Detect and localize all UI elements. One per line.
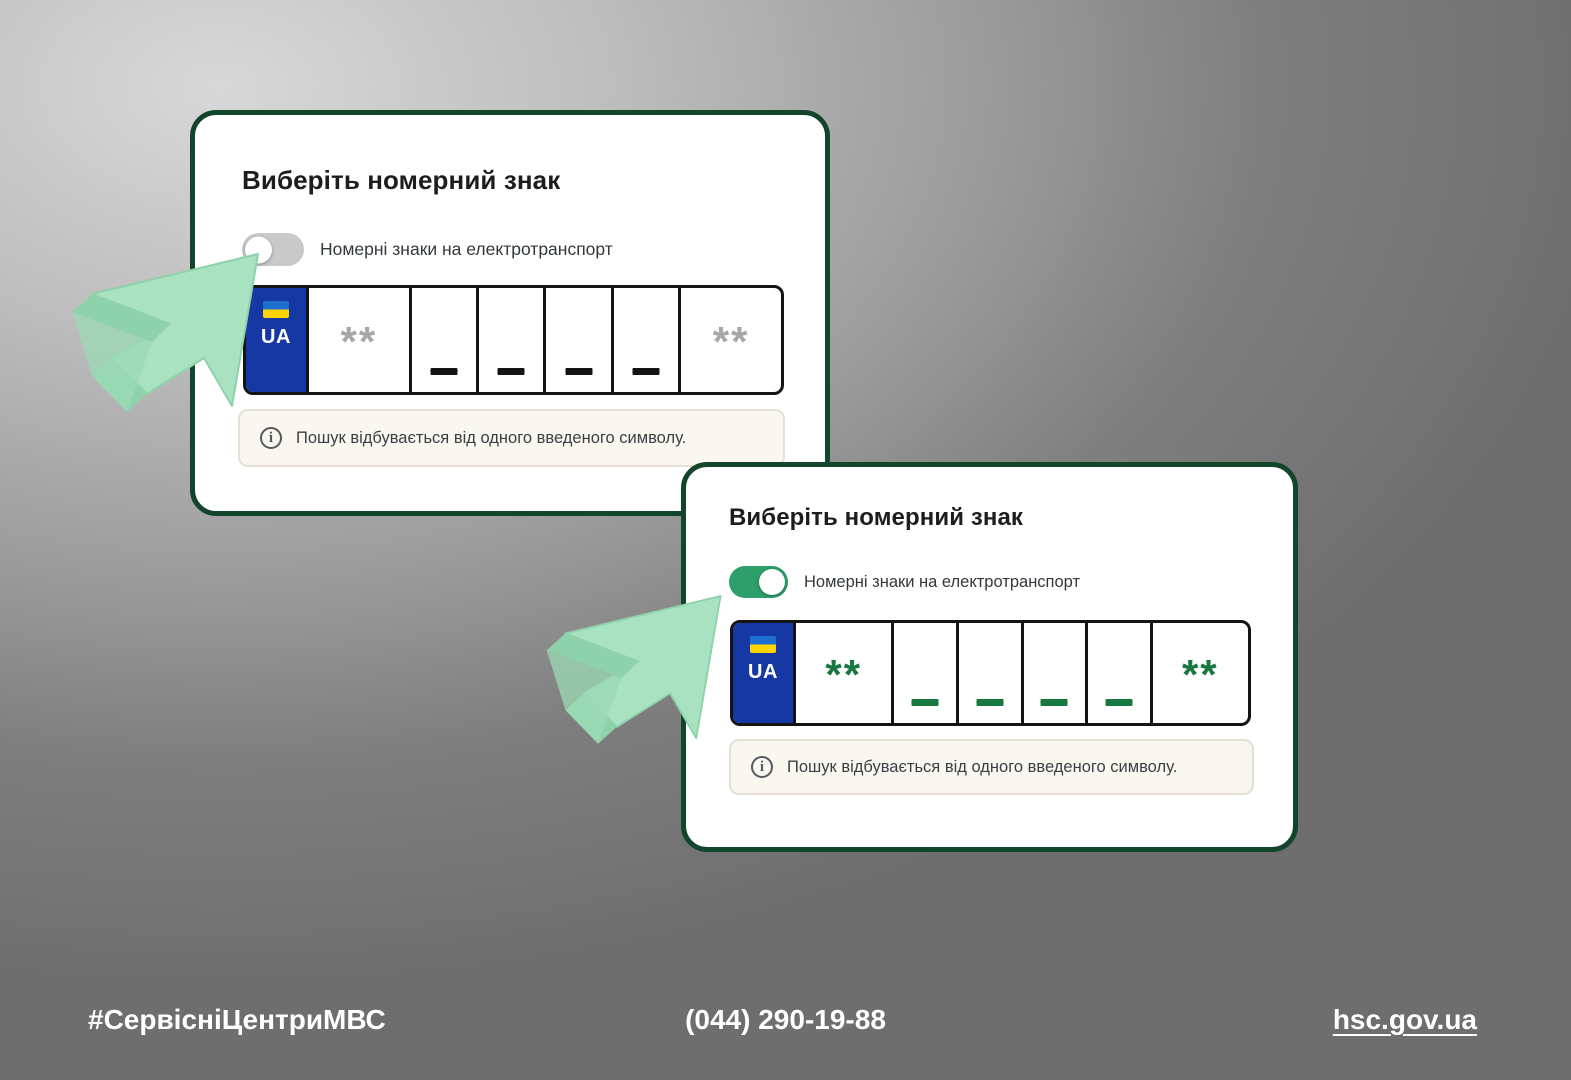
plate-cell-suffix-off[interactable] <box>678 288 781 392</box>
electro-toggle-label-off: Номерні знаки на електротранспорт <box>320 239 613 259</box>
plate-cell-prefix-off[interactable] <box>306 288 409 392</box>
page-title-off: Виберіть номерний знак <box>242 165 561 195</box>
plate-cell-1-off[interactable] <box>409 288 476 392</box>
plate-cell-text: ** <box>1181 651 1219 698</box>
plate-cell-3-off[interactable] <box>543 288 610 392</box>
plate-cell-3-on[interactable] <box>1021 623 1086 723</box>
pointer-cursor-2 <box>528 588 743 753</box>
plate-cell-suffix-on[interactable] <box>1150 623 1248 723</box>
footer-phone: (044) 290-19-88 <box>685 1004 886 1035</box>
plate-cell-1-on[interactable] <box>891 623 956 723</box>
plate-cell-placeholder <box>1041 699 1068 706</box>
page-title-on: Виберіть номерний знак <box>729 504 1024 531</box>
license-plate-input-off[interactable] <box>243 285 784 395</box>
plate-cell-placeholder <box>565 368 592 375</box>
plate-cell-placeholder <box>498 368 525 375</box>
footer <box>0 960 1571 1080</box>
plate-cell-placeholder <box>912 699 939 706</box>
electro-toggle-row-off[interactable] <box>242 233 613 266</box>
search-hint-on <box>729 739 1254 795</box>
info-icon: i <box>751 756 773 778</box>
plate-cell-text: ** <box>340 318 378 365</box>
pointer-cursor-1 <box>52 246 282 421</box>
search-hint-text-on: Пошук відбувається від одного введеного символу. <box>787 757 1178 776</box>
plate-cell-text: ** <box>825 651 863 698</box>
plate-country-code-on: UA <box>748 661 778 683</box>
footer-hashtag: #СервісніЦентриМВС <box>88 1004 386 1035</box>
toggle-knob <box>759 569 785 595</box>
plate-country-code-off: UA <box>261 326 291 348</box>
info-icon: i <box>260 427 282 449</box>
plate-cell-placeholder <box>1105 699 1132 706</box>
search-hint-text-off: Пошук відбувається від одного введеного символу. <box>296 428 687 447</box>
license-plate-input-on[interactable] <box>730 620 1251 726</box>
footer-website-link[interactable]: hsc.gov.ua <box>1332 1004 1477 1035</box>
electro-toggle-row-on[interactable] <box>729 566 1080 598</box>
electro-toggle-label-on: Номерні знаки на електротранспорт <box>804 572 1081 591</box>
ukraine-flag-icon <box>750 636 776 653</box>
search-hint-off <box>238 409 785 467</box>
plate-cell-4-on[interactable] <box>1085 623 1150 723</box>
plate-cell-prefix-on[interactable] <box>793 623 891 723</box>
plate-cell-placeholder <box>976 699 1003 706</box>
plate-cell-placeholder <box>633 368 660 375</box>
plate-cell-placeholder <box>430 368 457 375</box>
plate-cell-text: ** <box>712 318 750 365</box>
plate-cell-2-on[interactable] <box>956 623 1021 723</box>
plate-cell-4-off[interactable] <box>611 288 678 392</box>
plate-cell-2-off[interactable] <box>476 288 543 392</box>
